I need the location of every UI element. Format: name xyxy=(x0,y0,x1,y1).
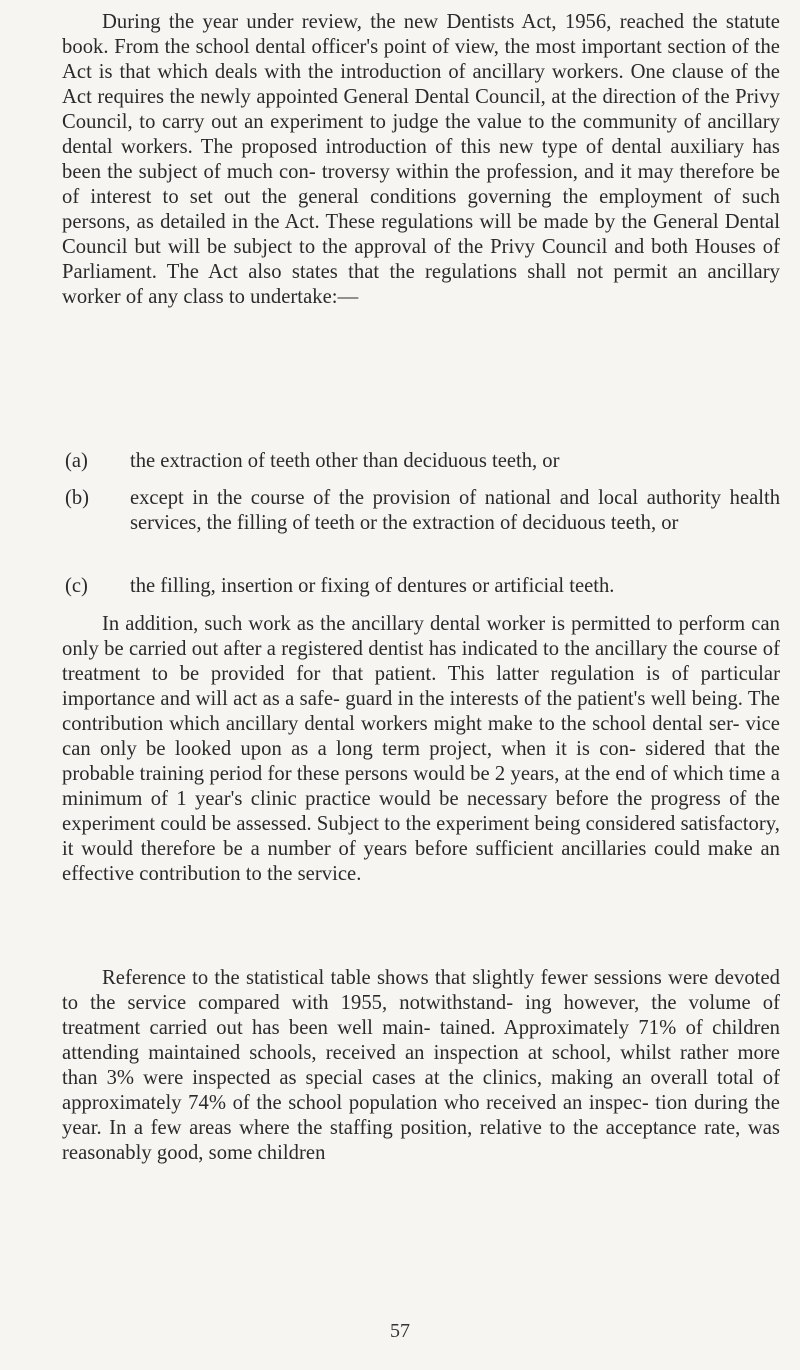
list-marker: (a) xyxy=(65,450,88,472)
restriction-list-item-a xyxy=(65,449,780,474)
restriction-list-item-c xyxy=(65,574,780,599)
paragraph-dentists-act xyxy=(62,10,780,310)
paragraph-statistics xyxy=(62,966,780,1166)
paragraph-text: During the year under review, the new Dentists Act, 1956, reached the statute book. From the school dental officer's point of view, the most important section of the Act is that which deals with the introduction of ancillary workers. One clause of the Act requires the newly appointed General Dental Council, at the direction of the Privy Council, to carry out an experiment to judge the value to the community of ancillary dental workers. The proposed introduction of this new type of dental auxiliary has been the subject of much con- troversy within the profession, and it may therefore be of interest to set out the general conditions governing the employment of such persons, as detailed in the Act. These regulations will be made by the General Dental Council but will be subject to the approval of the Privy Council and both Houses of Parliament. The Act also states that the regulations shall not permit an ancillary worker of any class to undertake:— xyxy=(62,11,780,308)
restriction-list-item-b xyxy=(65,486,780,536)
paragraph-text: Reference to the statistical table shows that slightly fewer sessions were devoted to the service compared with 1955, notwithstand- ing however, the volume of treatment carried out has been well main- tained. Approximately 71% of children attending maintained schools, received an inspection at school, whilst rather more than 3% were inspected as special cases at the clinics, making an overall total of approximately 74% of the school population who received an inspec- tion during the year. In a few areas where the staffing position, relative to the acceptance rate, was reasonably good, some children xyxy=(62,967,780,1164)
list-item xyxy=(65,574,780,599)
list-marker: (b) xyxy=(65,487,90,509)
list-item-text: the extraction of teeth other than deciduous teeth, or xyxy=(130,450,560,472)
page-number: 57 xyxy=(390,1320,410,1342)
list-item xyxy=(65,449,780,474)
list-item-text: except in the course of the provision of national and local authority health services, the filling of teeth or the extraction of deciduous teeth, or xyxy=(130,487,780,534)
paragraph-text: In addition, such work as the ancillary dental worker is permitted to perform can only be carried out after a registered dentist has indicated to the ancillary the course of treatment to be provided for that patient. This latter regulation is of particular importance and will act as a safe- guard in the interests of the patient's well being. The contribution which ancillary dental workers might make to the school dental ser- vice can only be looked upon as a long term project, when it is con- sidered that the probable training period for these persons would be 2 years, at the end of which time a minimum of 1 year's clinic practice would be necessary before the progress of the experiment could be assessed. Subject to the experiment being considered satisfactory, it would therefore be a number of years before sufficient ancillaries could make an effective contribution to the service. xyxy=(62,613,780,885)
list-item xyxy=(65,486,780,536)
paragraph-ancillary-work xyxy=(62,612,780,887)
list-marker: (c) xyxy=(65,575,88,597)
list-item-text: the filling, insertion or fixing of dentures or artificial teeth. xyxy=(130,575,615,597)
